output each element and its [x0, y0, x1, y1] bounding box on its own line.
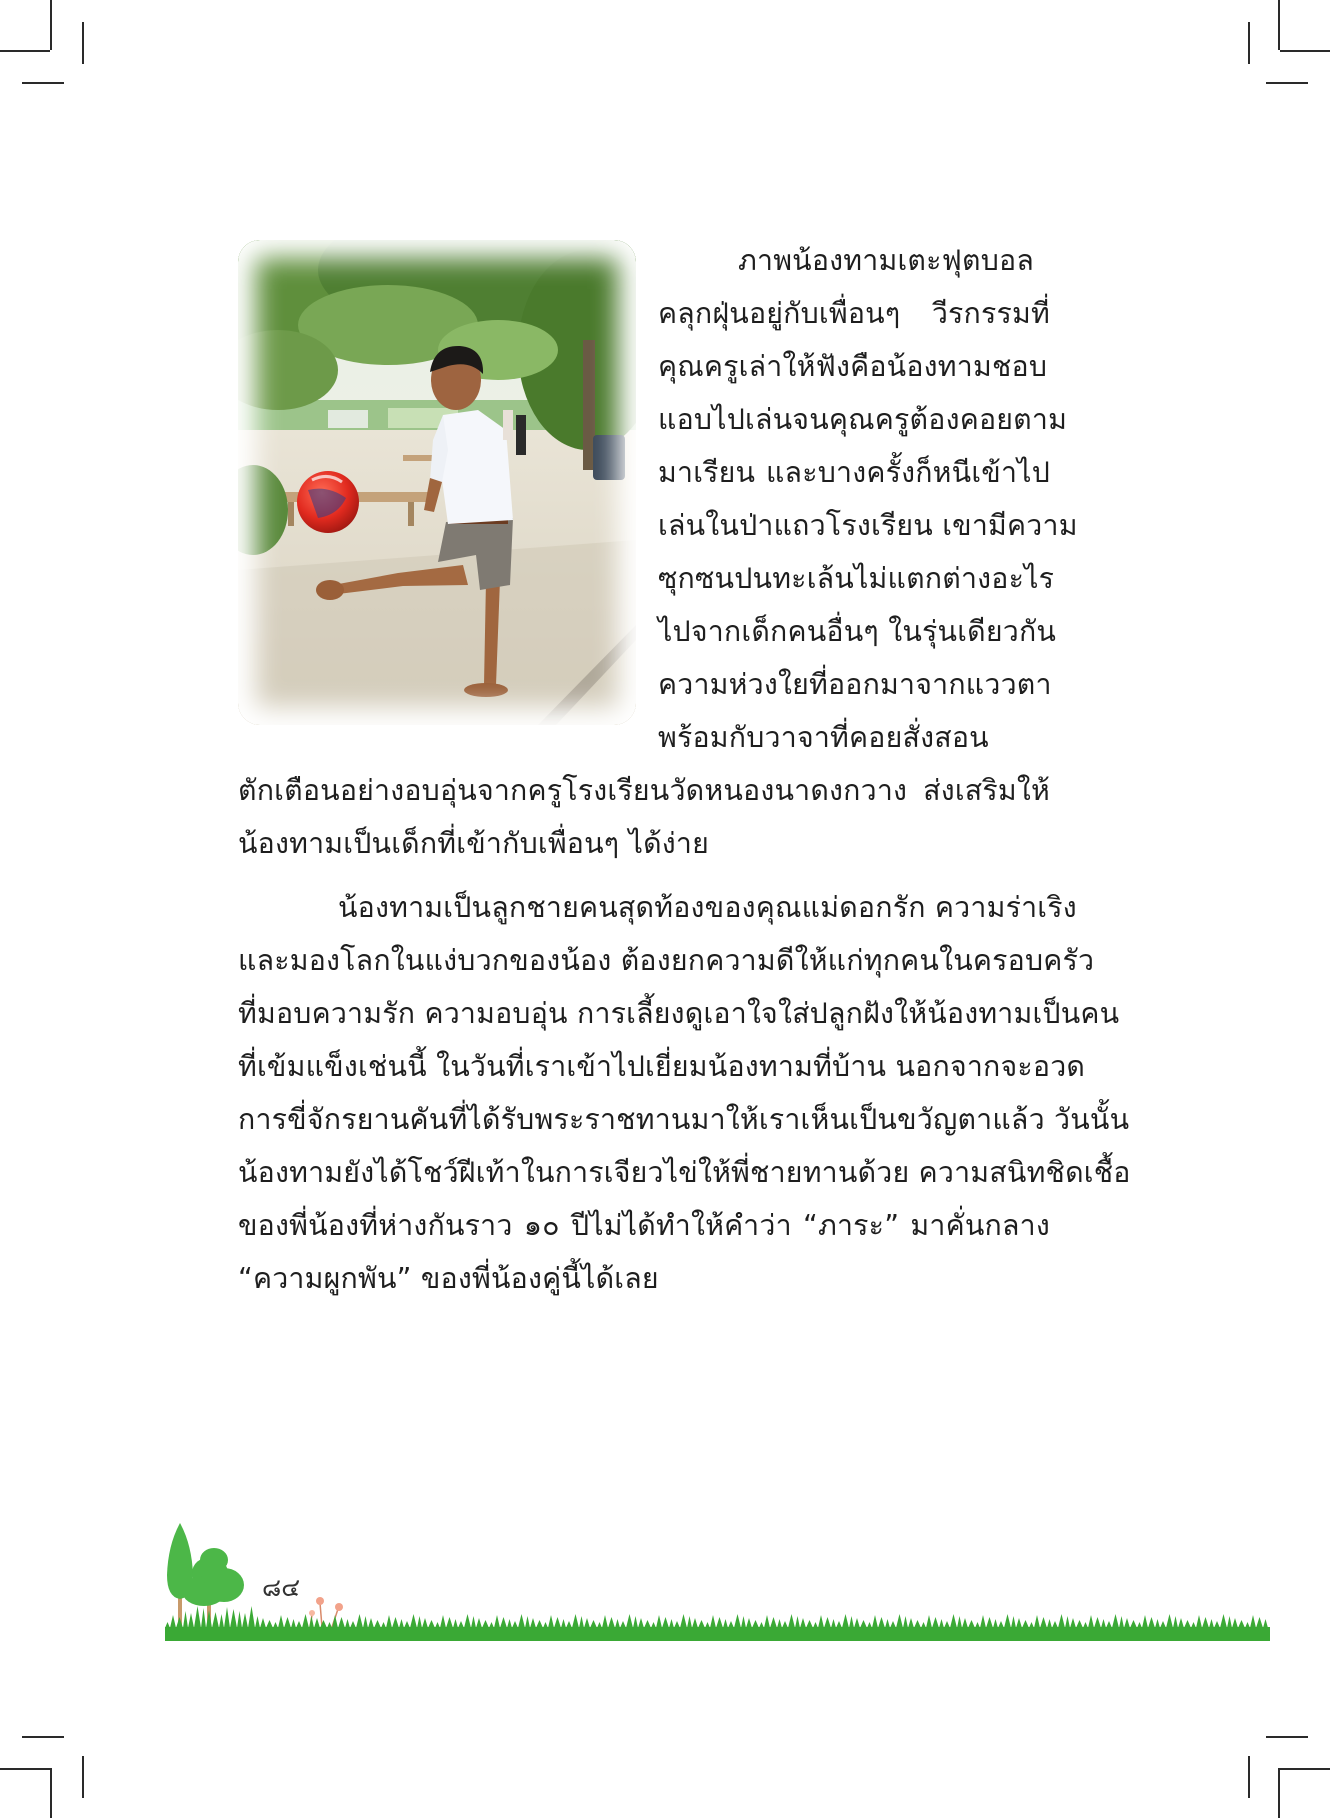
para2-line-6: น้องทามยังได้โชว์ฝีเท้าในการเจียวไข่ให้พี่ชายทานด้วย ความสนิทชิดเชื้อ [238, 1156, 1131, 1189]
para1-line-12: น้องทามเป็นเด็กที่เข้ากับเพื่อนๆ ได้ง่าย [238, 827, 710, 860]
grass-strip [165, 1606, 1270, 1641]
para2-line-5: การขี่จักรยานคันที่ได้รับพระราชทานมาให้เราเห็นเป็นขวัญตาแล้ว วันนั้น [238, 1103, 1130, 1136]
para1-line-10: พร้อมกับวาจาที่คอยสั่งสอน [658, 721, 989, 754]
page-number: ๘๔ [262, 1573, 301, 1602]
para2-line-3: ที่มอบความรัก ความอบอุ่น การเลี้ยงดูเอาใจใส่ปลูกฝังให้น้องทามเป็นคน [238, 997, 1120, 1030]
flower-icon [309, 1597, 343, 1627]
para2-line-8: “ความผูกพัน” ของพี่น้องคู่นี้ได้เลย [238, 1262, 659, 1295]
tree-icon [167, 1523, 244, 1625]
para1-line-11: ตักเตือนอย่างอบอุ่นจากครูโรงเรียนวัดหนองนาดงกวาง ส่งเสริมให้ [238, 774, 1050, 807]
footer-decoration [160, 1515, 1275, 1645]
para1-line-1: ภาพน้องทามเตะฟุตบอล [738, 244, 1034, 277]
para1-line-8: ไปจากเด็กคนอื่นๆ ในรุ่นเดียวกัน [658, 615, 1057, 648]
para2-line-1: น้องทามเป็นลูกชายคนสุดท้องของคุณแม่ดอกรัก ความร่าเริง [338, 891, 1077, 924]
para1-line-9: ความห่วงใยที่ออกมาจากแววตา [658, 668, 1052, 701]
para2-line-4: ที่เข้มแข็งเช่นนี้ ในวันที่เราเข้าไปเยี่ยมน้องทามที่บ้าน นอกจากจะอวด [238, 1050, 1086, 1083]
para1-line-6: เล่นในป่าแถวโรงเรียน เขามีความ [658, 509, 1078, 542]
para1-line-7: ซุกซนปนทะเล้นไม่แตกต่างอะไร [658, 562, 1055, 595]
para1-line-4: แอบไปเล่นจนคุณครูต้องคอยตาม [658, 403, 1068, 436]
para1-line-3: คุณครูเล่าให้ฟังคือน้องทามชอบ [658, 350, 1048, 383]
para2-line-2: และมองโลกในแง่บวกของน้อง ต้องยกความดีให้แก่ทุกคนในครอบครัว [238, 944, 1095, 977]
para2-line-7: ของพี่น้องที่ห่างกันราว ๑๐ ปีไม่ได้ทำให้คำว่า “ภาระ” มาคั่นกลาง [238, 1209, 1050, 1242]
para1-line-5: มาเรียน และบางครั้งก็หนีเข้าไป [658, 456, 1050, 489]
para1-line-2: คลุกฝุ่นอยู่กับเพื่อนๆ วีรกรรมที่ [658, 297, 1050, 330]
photo-boy-kicking-ball [238, 240, 636, 725]
